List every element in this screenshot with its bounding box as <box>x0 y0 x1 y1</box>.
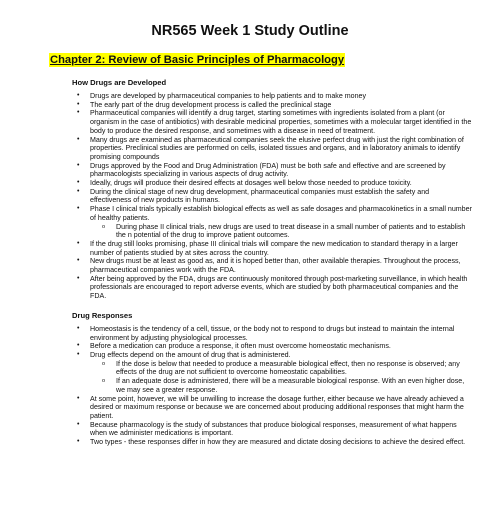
list-item: • Because pharmacology is the study of substances that produce biological responses, measurement of what happens when we administer medications is important. <box>62 421 472 438</box>
document-title: NR565 Week 1 Study Outline <box>151 23 349 39</box>
chapter-heading-text: Chapter 2: Review of Basic Principles of Pharmacology <box>50 54 345 66</box>
section-heading-drug-development: How Drugs are Developed <box>72 78 167 87</box>
list-item <box>62 205 472 240</box>
list-item: • Many drugs are examined as pharmaceutical companies seek the elusive perfect drug with just the right combination of properties. Preclinical studies are performed on cells, isolated tissues and organs, and in laboratory animals to identify promising compounds <box>62 136 472 162</box>
list-item: • Two types - these responses differ in how they are measured and dictate dosing decisions to achieve the desired effect. <box>62 438 472 447</box>
list-item: • The early part of the drug development process is called the preclinical stage <box>62 101 472 110</box>
list-item: • After being approved by the FDA, drugs are continuously monitored through post-marketing surveillance, in which health professionals are encouraged to report adverse events, which are studied by both pharmaceutical companies and the FDA. <box>62 275 472 301</box>
list-item-text: Drug effects depend on the amount of drug that is administered. <box>90 350 291 359</box>
document-page <box>0 22 500 522</box>
sub-list <box>90 223 472 240</box>
list-item: • If the drug still looks promising, phase III clinical trials will compare the new medication to standard therapy in a larger number of patients studied by at sites across the country. <box>62 240 472 257</box>
drug-responses-list <box>62 325 472 447</box>
list-item: • Before a medication can produce a response, it often must overcome homeostatic mechanisms. <box>62 342 472 351</box>
list-item: • At some point, however, we will be unwilling to increase the dosage further, either because we have already achieved a desired or maximum response or because we are concerned about producing additional responses that might harm the patient. <box>62 395 472 421</box>
sub-list <box>90 360 472 395</box>
drug-development-list <box>62 92 472 301</box>
list-item: • Drugs are developed by pharmaceutical companies to help patients and to make money <box>62 92 472 101</box>
list-item: • New drugs must be at least as good as, and it is hoped better than, other available therapies. Throughout the process, pharmaceutical companies work with the FDA. <box>62 257 472 274</box>
list-item: • Drugs approved by the Food and Drug Administration (FDA) must be both safe and effective and are screened by pharmacologists specializing in various aspects of drug activity. <box>62 162 472 179</box>
sub-list-item: o During phase II clinical trials, new drugs are used to treat disease in a small number of patients and to establish the n potential of the drug to improve patient outcomes. <box>90 223 472 240</box>
section-heading-drug-responses: Drug Responses <box>72 310 133 320</box>
sub-list-item: o If the dose is below that needed to produce a measurable biological effect, then no response is observed; any effects of the drug are not sufficient to overcome homeostatic capabilities. <box>90 360 472 377</box>
list-item: • Pharmaceutical companies will identify a drug target, starting sometimes with ingredients isolated from a plant (or organism in the case of antibiotics) with desirable medicinal properties, sometimes with a molecular target identified in the body to produce the desired response, and sometimes with a disease in need of treatment. <box>62 109 472 135</box>
list-item-text: Phase I clinical trials typically establish biological effects as well as safe dosages and pharmacokinetics in a small number of healthy patients. <box>90 205 472 222</box>
sub-list-item: o If an adequate dose is administered, there will be a measurable biological response. With an even higher dose, we may see a greater response. <box>90 377 472 394</box>
list-item: • Ideally, drugs will produce their desired effects at dosages well below those needed to produce toxicity. <box>62 179 472 188</box>
list-item: • During the clinical stage of new drug development, pharmaceutical companies must establish the safety and effectiveness of new products in humans. <box>62 188 472 205</box>
list-item <box>62 351 472 395</box>
list-item: • Homeostasis is the tendency of a cell, tissue, or the body not to respond to drugs but instead to maintain the internal environment by adjusting physiological processes. <box>62 325 472 342</box>
chapter-heading <box>49 53 345 67</box>
